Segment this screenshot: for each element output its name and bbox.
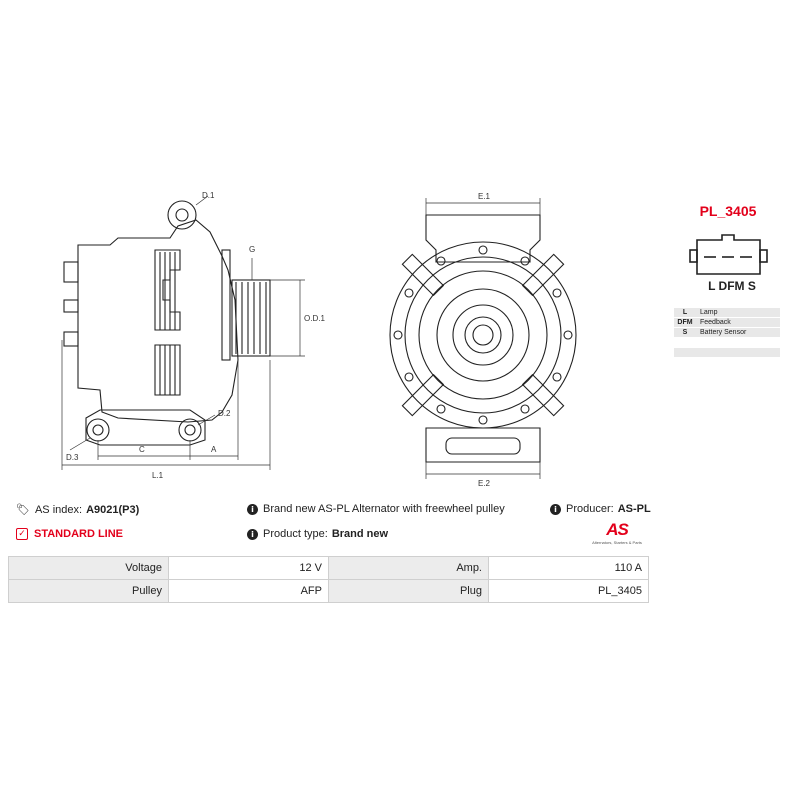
dim-label-od1: O.D.1 bbox=[304, 314, 325, 323]
table-row bbox=[9, 557, 649, 580]
legend-key: L bbox=[682, 309, 688, 316]
legend-key: S bbox=[682, 329, 688, 336]
as-index-label: AS index: bbox=[34, 503, 83, 516]
dim-label-d1: D.1 bbox=[202, 191, 215, 200]
info-icon: i bbox=[247, 529, 258, 540]
legend-desc: Feedback bbox=[700, 319, 731, 326]
legend-row bbox=[674, 348, 780, 357]
front-view-spokes bbox=[402, 254, 563, 415]
as-index-value: A9021(P3) bbox=[86, 503, 140, 516]
front-view-vent-holes bbox=[394, 246, 572, 424]
dim-label-a: A bbox=[211, 445, 217, 454]
front-view-outer-ring bbox=[390, 242, 576, 428]
dim-label-d2: D.2 bbox=[218, 409, 231, 418]
front-view-bottom-bracket bbox=[426, 428, 540, 462]
info-icon: i bbox=[550, 504, 561, 515]
producer-label: Producer: bbox=[566, 503, 614, 515]
pin-legend bbox=[674, 308, 780, 358]
spec-value: 110 A bbox=[489, 557, 649, 580]
legend-desc: Battery Sensor bbox=[700, 329, 747, 336]
dim-label-c: C bbox=[139, 445, 145, 454]
plug-pin-labels: L DFM S bbox=[708, 279, 756, 293]
front-view-pulley-hub bbox=[453, 305, 513, 365]
as-pl-logo bbox=[584, 520, 650, 545]
dim-label-e2: E.2 bbox=[478, 479, 491, 488]
legend-desc: Lamp bbox=[700, 309, 718, 316]
product-description bbox=[247, 503, 505, 515]
plug-connector-drawing bbox=[690, 235, 767, 274]
check-square-icon: ✓ bbox=[16, 528, 28, 540]
legend-row bbox=[674, 308, 780, 317]
spec-label: Pulley bbox=[9, 580, 169, 603]
spec-value: PL_3405 bbox=[489, 580, 649, 603]
spec-value: 12 V bbox=[169, 557, 329, 580]
standard-line bbox=[16, 528, 123, 540]
legend-desc bbox=[696, 348, 780, 357]
spec-value: AFP bbox=[169, 580, 329, 603]
logo-tagline: Alternators, Starters & Parts bbox=[592, 540, 642, 545]
spec-label: Voltage bbox=[9, 557, 169, 580]
legend-row bbox=[674, 328, 780, 337]
front-view-top-bracket bbox=[426, 215, 540, 262]
product-type-value: Brand new bbox=[331, 528, 389, 540]
side-view-fins bbox=[155, 250, 180, 395]
plug-code: PL_3405 bbox=[699, 203, 757, 219]
spec-table bbox=[8, 556, 649, 603]
dim-label-l1: L.1 bbox=[152, 471, 164, 480]
bottom-left-mount-eye bbox=[87, 419, 109, 441]
product-type-label: Product type: bbox=[263, 528, 328, 540]
producer bbox=[550, 503, 651, 515]
spec-label: Plug bbox=[329, 580, 489, 603]
legend-key: DFM bbox=[677, 319, 693, 326]
standard-line-label: STANDARD LINE bbox=[34, 528, 124, 540]
product-type bbox=[247, 528, 388, 540]
producer-value: AS-PL bbox=[617, 503, 651, 515]
dim-label-d3: D.3 bbox=[66, 453, 79, 462]
as-index bbox=[16, 503, 139, 516]
dim-label-e1: E.1 bbox=[478, 192, 491, 201]
spec-label: Amp. bbox=[329, 557, 489, 580]
dim-label-g: G bbox=[249, 245, 256, 254]
pulley-grooves bbox=[236, 282, 266, 354]
tag-icon: 🏷 bbox=[16, 503, 30, 516]
description-text: Brand new AS-PL Alternator with freewheel pulley bbox=[263, 503, 505, 515]
logo-mark: AS bbox=[606, 520, 628, 539]
legend-key bbox=[674, 348, 696, 357]
legend-row bbox=[674, 318, 780, 327]
info-icon: i bbox=[247, 504, 258, 515]
table-row bbox=[9, 580, 649, 603]
